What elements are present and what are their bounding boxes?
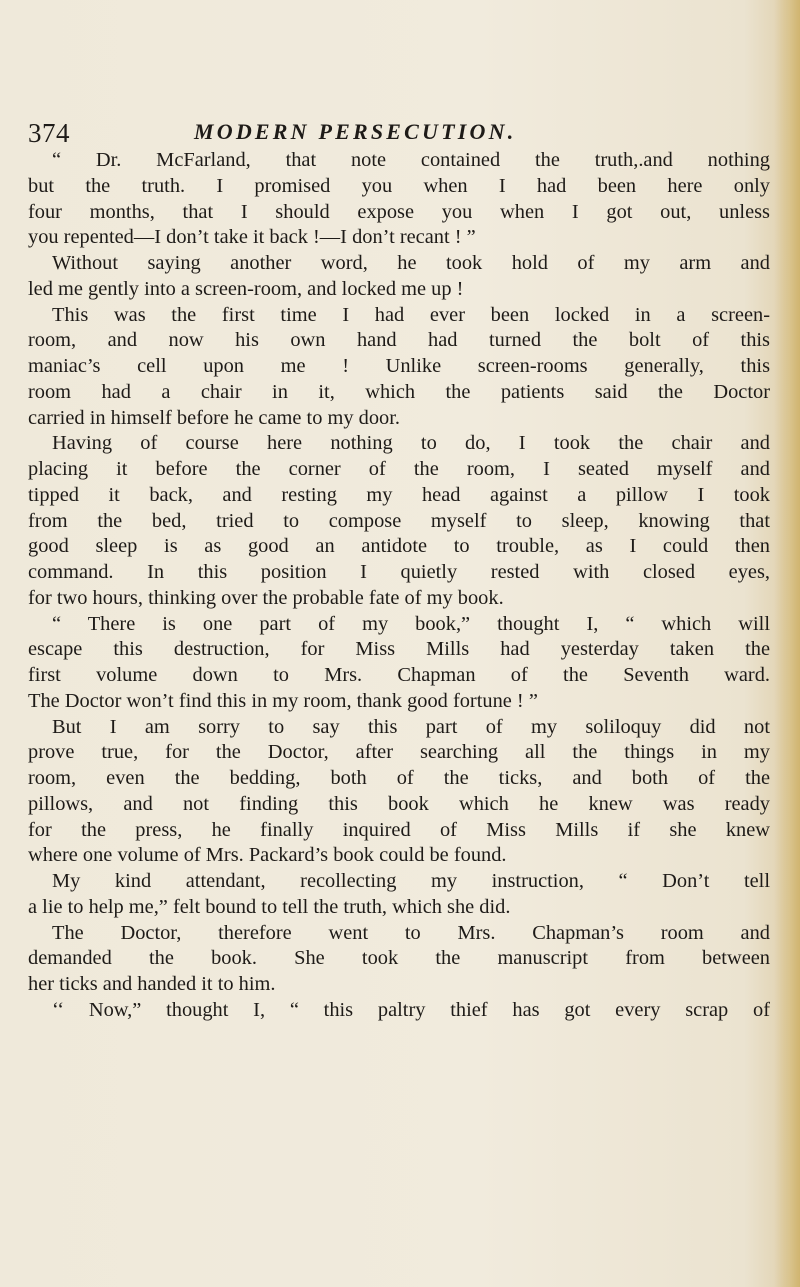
text-line: demanded the book. She took the manuscript from between [28, 947, 770, 970]
text-line: command. In this position I quietly rested with closed eyes, [28, 561, 770, 583]
text-line: for the press, he finally inquired of Miss Mills if she knew [28, 818, 770, 841]
text-line: room, even the bedding, both of the ticks, and both of the [28, 767, 770, 789]
text-line: placing it before the corner of the room, I seated myself and [28, 458, 770, 480]
text-line: The Doctor won’t find this in my room, thank good fortune ! ” [28, 689, 538, 712]
text-line: maniac’s cell upon me ! Unlike screen-rooms generally, this [28, 355, 770, 377]
text-line: The Doctor, therefore went to Mrs. Chapman’s room and [52, 921, 770, 944]
text-line: from the bed, tried to compose myself to sleep, knowing that [28, 509, 770, 532]
text-line: pillows, and not finding this book which he knew was ready [28, 792, 770, 815]
text-line: four months, that I should expose you when I got out, unless [28, 200, 770, 223]
text-line: where one volume of Mrs. Packard’s book could be found. [28, 844, 507, 867]
text-line: but the truth. I promised you when I had been here only [28, 174, 770, 197]
text-line: tipped it back, and resting my head against a pillow I took [28, 483, 770, 506]
text-line: good sleep is as good an antidote to trouble, as I could then [28, 535, 770, 558]
text-line: carried in himself before he came to my door. [28, 406, 400, 429]
text-line: “ There is one part of my book,” thought I, “ which will [52, 612, 770, 635]
text-line: room had a chair in it, which the patients said the Doctor [28, 380, 770, 403]
text-line: “ Dr. McFarland, that note contained the truth,.and nothing [52, 149, 770, 171]
page-edge [774, 0, 800, 1287]
text-line: Having of course here nothing to do, I took the chair and [52, 432, 770, 455]
page-number: 374 [28, 118, 70, 148]
text-line: led me gently into a screen-room, and locked me up ! [28, 277, 464, 300]
text-line: prove true, for the Doctor, after searching all the things in my [28, 741, 770, 764]
text-line: My kind attendant, recollecting my instruction, “ Don’t tell [52, 870, 770, 892]
text-line: for two hours, thinking over the probable fate of my book. [28, 586, 504, 609]
text-line: But I am sorry to say this part of my soliloquy did not [52, 715, 770, 738]
body-text [28, 148, 770, 1024]
text-line: escape this destruction, for Miss Mills had yesterday taken the [28, 638, 770, 661]
text-line: This was the first time I had ever been locked in a screen- [52, 303, 770, 326]
text-line: first volume down to Mrs. Chapman of the Seventh ward. [28, 664, 770, 686]
text-line: room, and now his own hand had turned the bolt of this [28, 329, 770, 352]
text-line: ‘‘ Now,” thought I, “ this paltry thief has got every scrap of [52, 998, 770, 1021]
text-line: a lie to help me,” felt bound to tell the truth, which she did. [28, 895, 511, 918]
running-head: MODERN PERSECUTION. [194, 119, 517, 144]
text-line: you repented—I don’t take it back !—I don’t recant ! ” [28, 226, 476, 249]
text-line: her ticks and handed it to him. [28, 973, 276, 995]
text-line: Without saying another word, he took hold of my arm and [52, 252, 770, 274]
